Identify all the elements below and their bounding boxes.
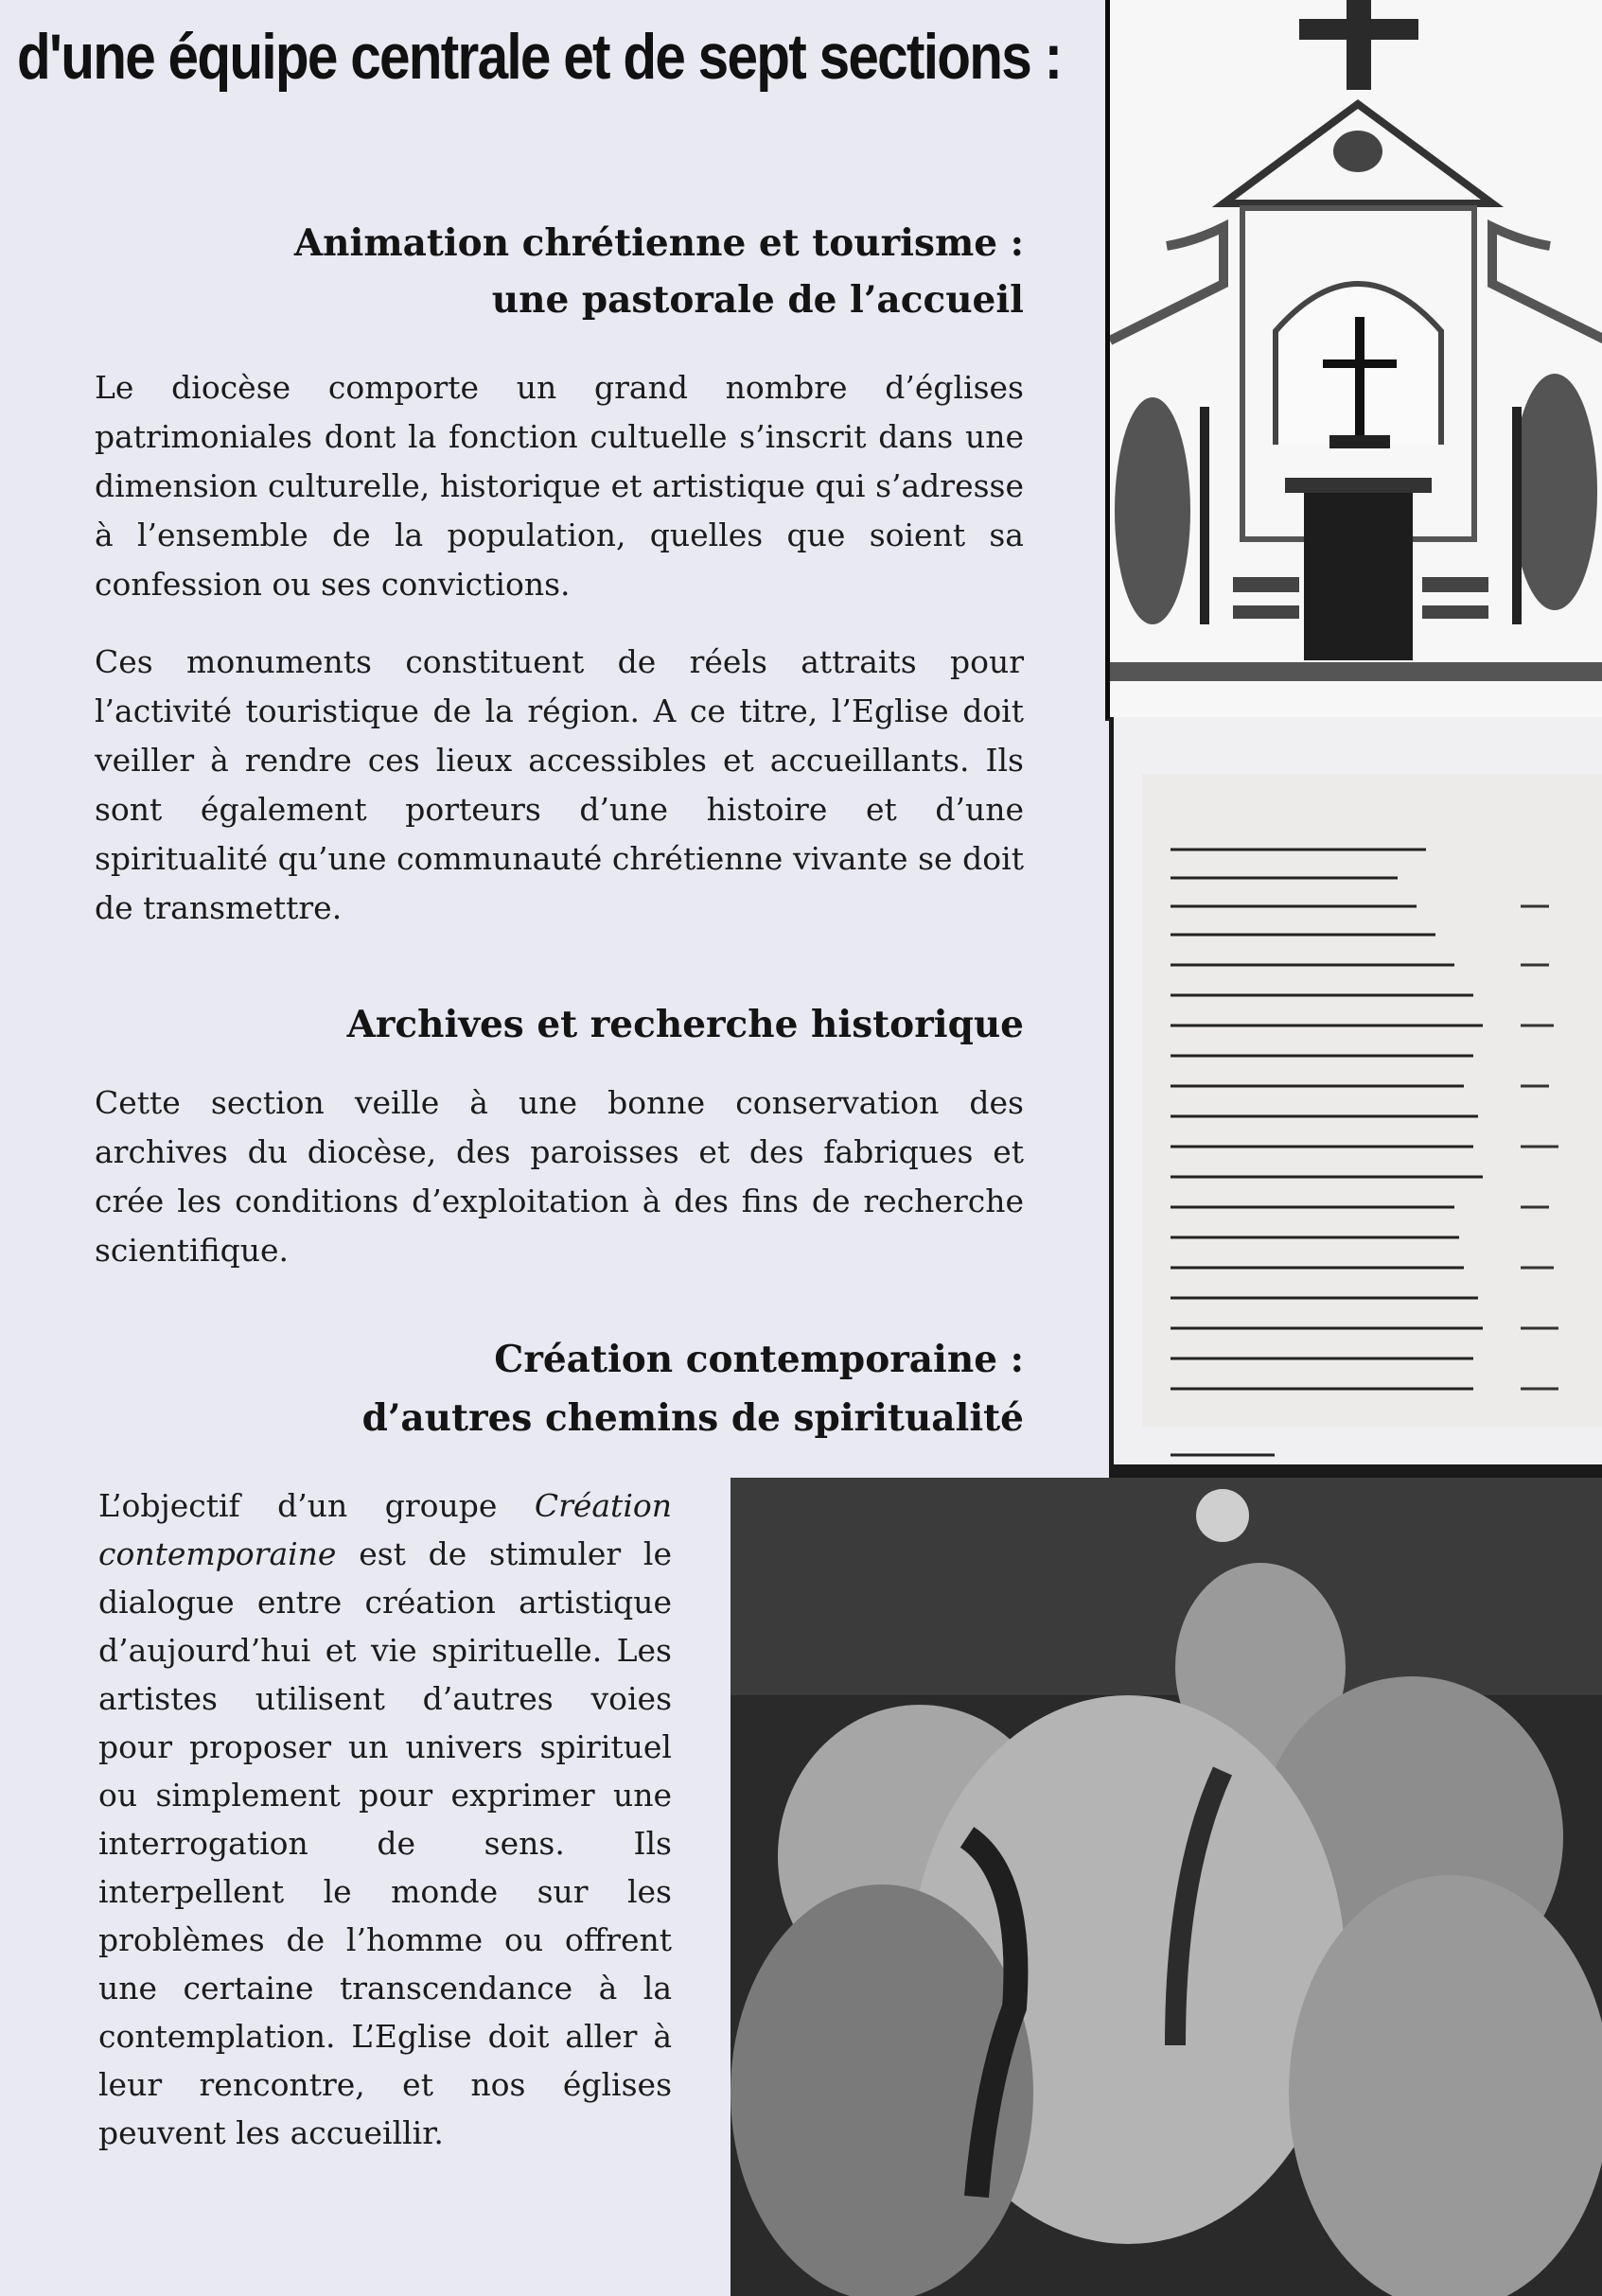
creation-paragraph — [98, 1481, 672, 2157]
manuscript-photo-icon — [1109, 717, 1602, 1478]
altar-photo-icon — [1105, 0, 1602, 721]
section-title-animation-line1: Animation chrétienne et tourisme : — [293, 221, 1024, 265]
animation-paragraph-1: Le diocèse comporte un grand nombre d’églises patrimoniales dont la fonction cultuelle s’inscrit dans une dimension culturelle, historique et artistique qui s’adresse à l’ensemble de la population, quelles que soient sa confession ou ses convictions. — [95, 369, 1024, 603]
archives-paragraph: Cette section veille à une bonne conservation des archives du diocèse, des paroisses et des fabriques et crée les conditions d’exploitation à des fins de recherche scientifique. — [95, 1084, 1024, 1269]
animation-paragraph-2: Ces monuments constituent de réels attraits pour l’activité touristique de la région. A ce titre, l’Eglise doit veiller à rendre ces lieux accessibles et accueillants. Ils sont également porteurs d’une histoire et d’une spiritualité qu’une communauté chrétienne vivante se doit de transmettre. — [95, 643, 1024, 926]
section-title-animation-line2: une pastorale de l’accueil — [491, 278, 1024, 322]
section-title-archives: Archives et recherche historique — [346, 1003, 1024, 1046]
creation-paragraph-start: L’objectif d’un groupe — [98, 1487, 535, 1524]
creation-paragraph-rest: est de stimuler le dialogue entre création artistique d’aujourd’hui et vie spirituelle. Les artistes utilisent d’autres voies pour proposer un univers spirituel ou simplement pour exprimer une interrogation de sens. Ils interpellent le monde sur les problèmes de l’homme ou offrent une certaine transcendance à la contemplation. L’Eglise doit aller à leur rencontre, et nos églises peuvent les accueillir. — [98, 1535, 672, 2151]
sculpture-photo-icon — [731, 1478, 1602, 2296]
section-title-creation-line1: Création contemporaine : — [494, 1338, 1024, 1381]
section-title-creation-line2: d’autres chemins de spiritualité — [361, 1396, 1024, 1440]
creation-italic-term: Création contemporaine — [98, 1487, 672, 1572]
page-title: d'une équipe centrale et de sept sections : — [17, 21, 1062, 93]
